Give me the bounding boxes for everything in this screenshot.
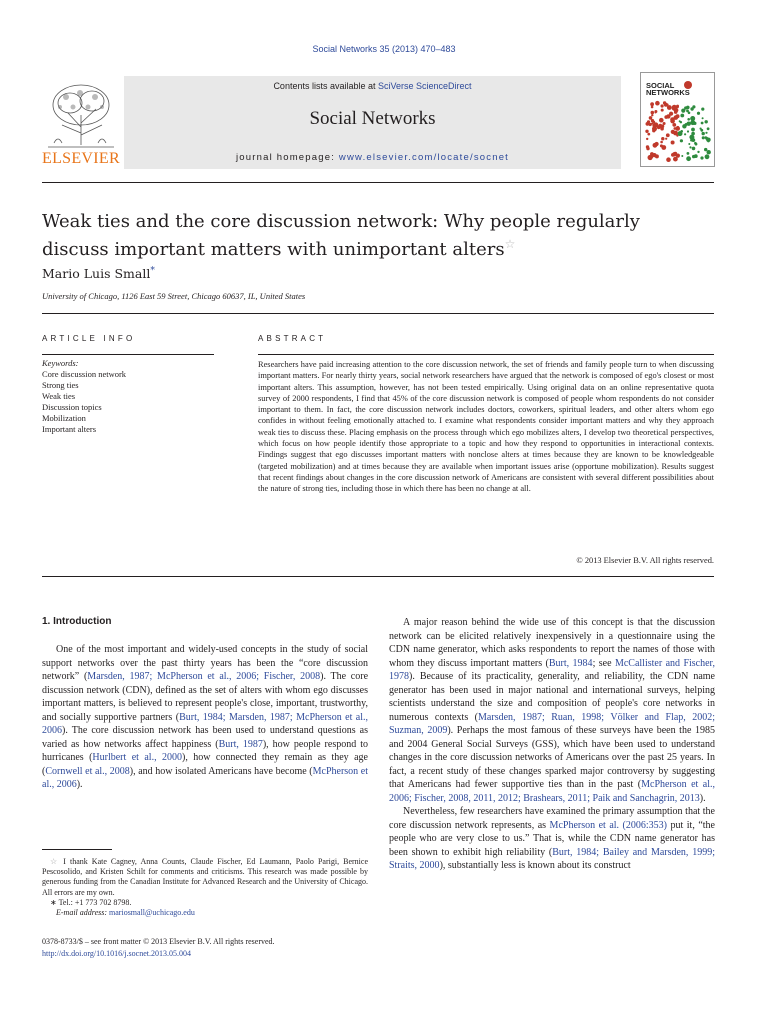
citation-link[interactable]: Burt, 1984; Marsden, 1987; McPherson et al., 2006 [42, 711, 369, 736]
abstract-heading: ABSTRACT [258, 334, 327, 343]
citation-link[interactable]: Marsden, 1987; Ruan, 1998; Völker and Flap, 2002; Suzman, 2009 [389, 711, 716, 736]
email-link[interactable]: mariosmall@uchicago.edu [109, 908, 195, 918]
title-rule [42, 313, 714, 314]
citation-link[interactable]: Marsden, 1987; McPherson et al., 2006; Fischer, 2008 [87, 671, 321, 682]
cover-title-line1: SOCIAL [646, 81, 675, 90]
citation-link[interactable]: McPherson et al., 2006; Fischer, 2008, 2011, 2012; Brashears, 2011; Paik and Sanchagrin, 2013 [389, 779, 715, 804]
citation-link[interactable]: McPherson et al., 2006 [42, 765, 368, 790]
body-text: ). [699, 792, 706, 804]
body-text: ), how connected they remain as they age ( [42, 752, 368, 777]
front-matter [42, 936, 275, 960]
body-text: ). The core discussion network has been used to understand questions as varied as how networks affect happiness ( [42, 725, 368, 750]
author-name-text: Mario Luis Small [42, 266, 151, 282]
issn-line: 0378-8733/$ – see front matter © 2013 Elsevier B.V. All rights reserved. [42, 937, 275, 946]
body-text: One of the most important and widely-used concepts in the study of social support networks over the past thirty years has been the “core discussion network” ( [42, 644, 368, 682]
contents-line [124, 81, 621, 91]
footnote-star-icon: ☆ [50, 857, 60, 866]
section-heading: 1. Introduction [42, 616, 112, 627]
title-footnote-star-icon[interactable]: ☆ [504, 237, 516, 251]
body-text: ), how people respond to hurricanes ( [42, 738, 368, 763]
keyword-item: Mobilization [42, 413, 86, 423]
keyword-item: Strong ties [42, 380, 79, 390]
journal-title: Social Networks [309, 108, 436, 129]
citation-link[interactable]: Hurlbert et al., 2000 [92, 752, 182, 763]
body-text: ; see [592, 657, 615, 669]
email-footnote [42, 908, 368, 918]
body-text: ), and how isolated Americans have become ( [129, 765, 313, 777]
article-title-text: Weak ties and the core discussion network: Why people regularly discuss important matters with unimportant alters [42, 211, 640, 260]
right-column-body [389, 616, 715, 873]
author-name [42, 266, 155, 281]
body-text: ). Because of its practicality, generality, and reliability, the CDN name generator has been used in major national and international surveys, helping scientists understand the size and composition of people's core networks in numerous contexts ( [389, 671, 715, 723]
acknowledgement-text: I thank Kate Cagney, Anna Counts, Claude Fischer, Ed Laumann, Paolo Parigi, Bernice Pescosolido, and Kristen Schilt for comments and criticisms. This research was made possible by generous funding from the Canadian Institute for Advanced Research and the University of Chicago. All errors are my own. [42, 857, 368, 897]
homepage-prefix: journal homepage: [235, 152, 339, 163]
citation-link[interactable]: Burt, 1984 [548, 657, 593, 669]
citation-link[interactable]: McPherson et al. (2006:353) [549, 819, 667, 831]
body-text: ), substantially less is known about its construct [439, 860, 631, 871]
telephone-text: Tel.: +1 773 702 8798. [58, 897, 132, 907]
citation-link[interactable]: McCallister and Fischer, 1978 [389, 657, 715, 682]
body-text: Nevertheless, few researchers have examined the primary assumption that the core discussion network represents, as [389, 806, 715, 831]
keywords-block [42, 358, 126, 435]
article-info-rule [42, 354, 214, 355]
body-paragraph [389, 616, 715, 805]
elsevier-wordmark: ELSEVIER [42, 150, 120, 167]
footnote-rule [42, 849, 112, 850]
author-footnote-mark[interactable]: * [150, 266, 155, 276]
doi-link[interactable]: http://dx.doi.org/10.1016/j.socnet.2013.05.004 [42, 949, 191, 958]
cover-title [646, 82, 690, 96]
header-rule [42, 182, 714, 183]
abstract-copyright: © 2013 Elsevier B.V. All rights reserved. [576, 556, 714, 565]
homepage-link[interactable]: www.elsevier.com/locate/socnet [338, 152, 510, 163]
left-column-body [42, 643, 368, 792]
body-text: ). Perhaps the most famous of these surveys have been the 1985 and 2004 General Social Surveys (GSS), which have been used to understand changes in the core discussion networks of Americans over the past 25 years. In fact, a recent study of these changes sparked major controversy by suggesting that Americans had fewer supportive ties than in the past ( [389, 725, 715, 790]
keyword-item: Important alters [42, 424, 97, 434]
citation-link[interactable]: Burt, 1984; Bailey and Marsden, 1999; Straits, 2000 [389, 846, 715, 871]
keyword-item: Core discussion network [42, 369, 127, 379]
abstract-text: Researchers have paid increasing attention to the core discussion network, the set of friends and family people turn to when discussing important matters. For nearly thirty years, social network researchers have argued that the network is composed of ego's closest or most important alters. This assumption, however, has not been tested empirically. Using original data on an online representative quota survey of 2000 respondents, I find that 45% of the core discussion network is composed of people whom respondents do not consider important to them. In fact, the core discussion network includes doctors, coworkers, spiritual leaders, and other alters whom ego confides in without feeling emotionally attached to. I examine what respondents consider important matters and why they approach weak ties to discuss these. Placing emphasis on the process through which ego mobilizes alters, I develop two theoretical perspectives, which focus on how people identify those appropriate to a topic and how they respond to opportunities in interactional contexts. Findings suggest that ego discusses important matters with nonclose alters at times because they are known to be knowledgeable (targeted mobilization) and at times because they are available when important issues arise (opportune mobilization). Results suggest that recent findings about changes in the core discussion network of Americans are consistent with several different possibilities about the nature of strong ties, including those in which there has been no change at all. [258, 360, 714, 494]
article-info-heading: ARTICLE INFO [42, 334, 136, 343]
contents-prefix: Contents lists available at [273, 81, 378, 91]
keyword-item: Weak ties [42, 391, 76, 401]
body-paragraph [42, 643, 368, 792]
telephone-mark: ∗ [50, 897, 57, 907]
telephone-footnote [42, 898, 368, 908]
abstract-bottom-rule [42, 576, 714, 577]
footnotes [42, 857, 368, 918]
acknowledgement-footnote [42, 857, 368, 898]
body-text: ). [76, 779, 83, 790]
abstract-rule [258, 354, 714, 355]
body-text: A major reason behind the wide use of this concept is that the discussion network can be elicited relatively inexpensively in a questionnaire using the CDN name generator, which asks respondents to report the names of those with whom they discuss important matters ( [389, 617, 715, 669]
body-text: ). The core discussion network (CDN), defined as the set of alters with whom ego discusses important matters, is believed to represent people's close, important, trustworthy, and socially supportive partners ( [42, 671, 369, 723]
homepage-line [124, 152, 621, 163]
sciencedirect-link[interactable]: SciVerse ScienceDirect [378, 81, 472, 91]
article-title [42, 210, 702, 261]
body-paragraph [389, 805, 715, 873]
cover-title-line2: NETWORKS [646, 88, 690, 97]
body-text: put it, “the people who are very close to us.” That is, while the CDN name generator has been shown to exhibit high reliability ( [389, 819, 715, 858]
author-affiliation: University of Chicago, 1126 East 59 Street, Chicago 60637, IL, United States [42, 291, 306, 301]
email-label: E-mail address: [56, 908, 110, 918]
citation-link[interactable]: Cornwell et al., 2008 [45, 765, 130, 777]
journal-citation[interactable]: Social Networks 35 (2013) 470–483 [312, 44, 456, 54]
keyword-item: Discussion topics [42, 402, 102, 412]
keywords-label: Keywords: [42, 358, 79, 368]
citation-link[interactable]: Burt, 1987 [218, 738, 263, 750]
